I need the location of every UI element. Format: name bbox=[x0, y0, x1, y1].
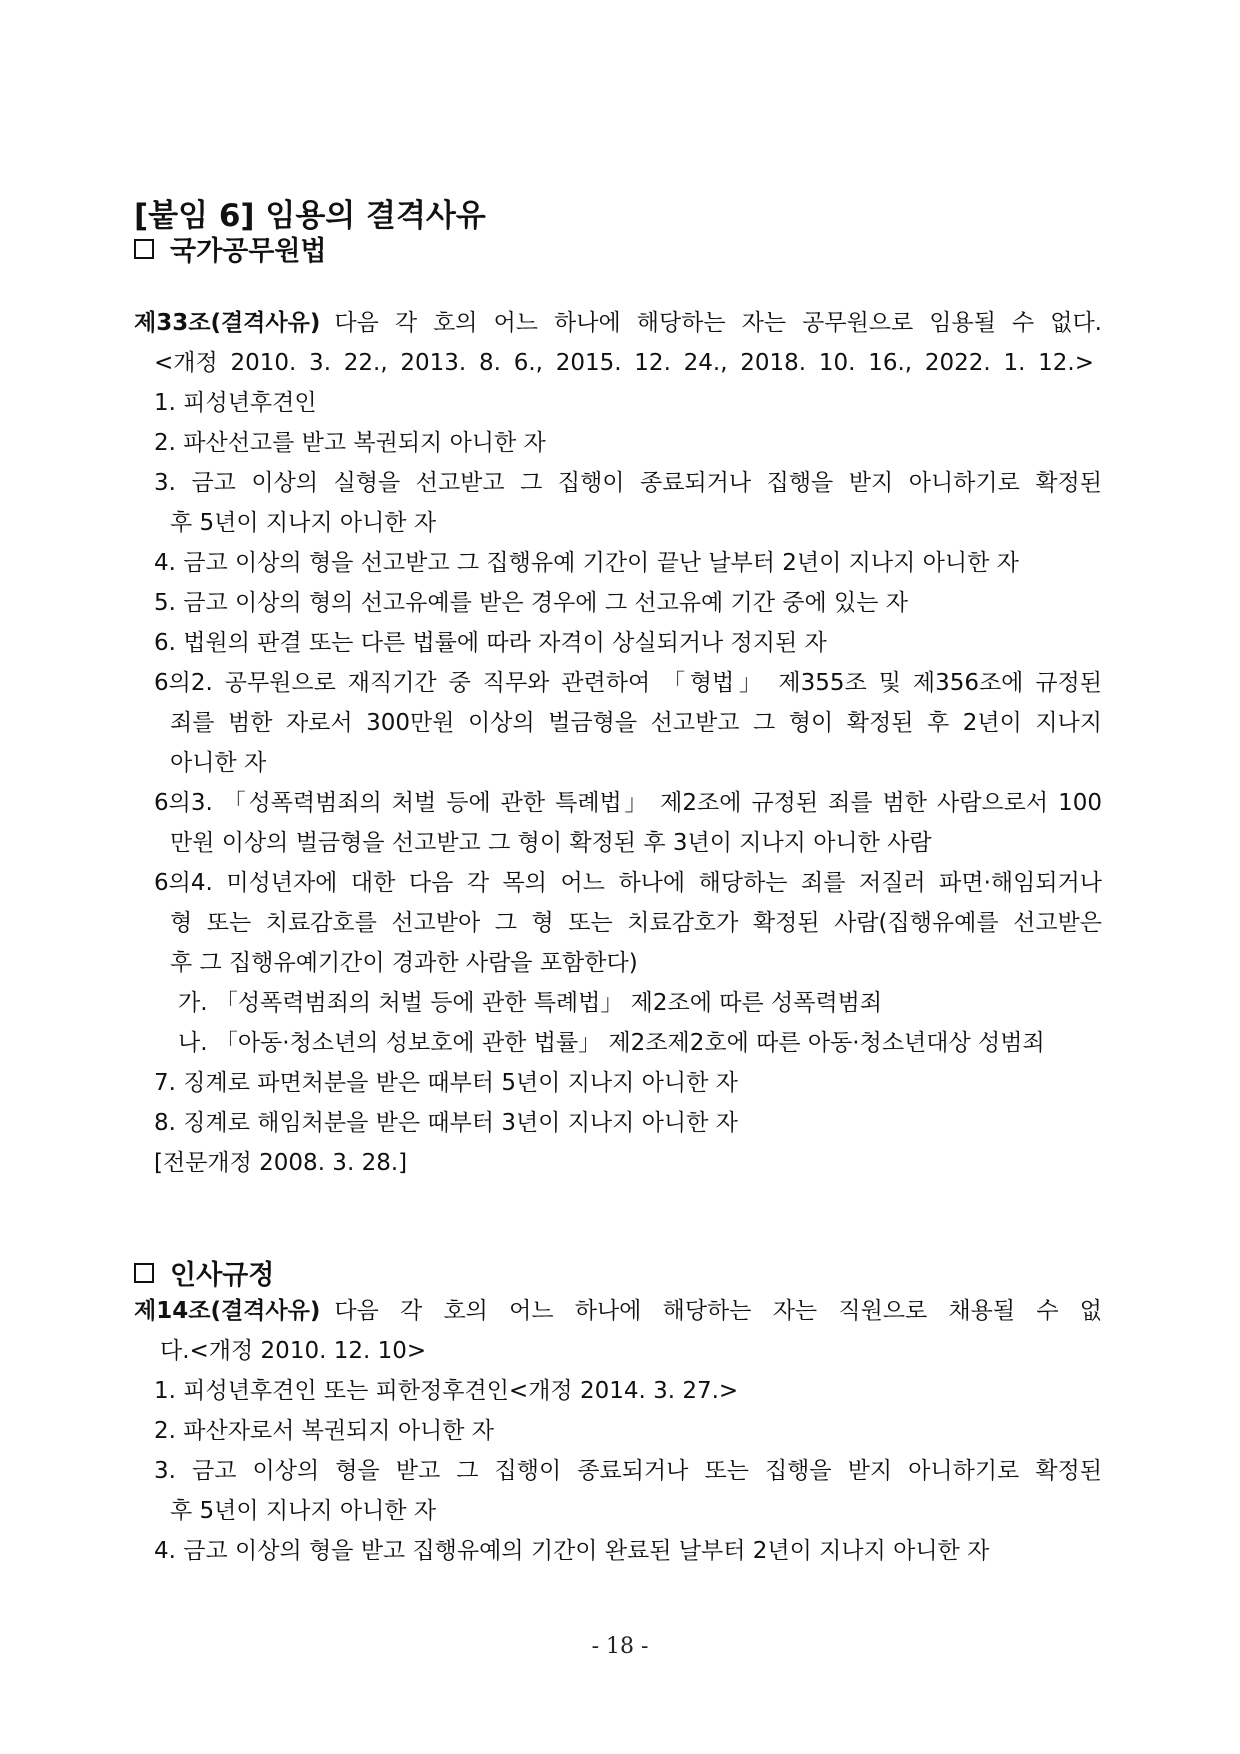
list-item: 6의2. 공무원으로 재직기간 중 직무와 관련하여 「형법」 제355조 및 제356조에 규정된 bbox=[154, 670, 1102, 696]
section-heading-label: 인사규정 bbox=[170, 1260, 275, 1291]
list-item-continuation: 만원 이상의 벌금형을 선고받고 그 형이 확정된 후 3년이 지나지 아니한 사람 bbox=[170, 830, 932, 856]
revision-note: [전문개정 2008. 3. 28.] bbox=[154, 1150, 408, 1176]
list-item: 4. 금고 이상의 형을 선고받고 그 집행유예 기간이 끝난 날부터 2년이 지나지 아니한 자 bbox=[154, 550, 1019, 576]
list-item-continuation: 형 또는 치료감호를 선고받아 그 형 또는 치료감호가 확정된 사람(집행유예를 선고받은 bbox=[170, 910, 1102, 936]
page-number: - 18 - bbox=[591, 1634, 649, 1659]
page-title: [붙임 6] 임용의 결격사유 bbox=[134, 198, 486, 234]
list-item: 3. 금고 이상의 형을 받고 그 집행이 종료되거나 또는 집행을 받지 아니하기로 확정된 bbox=[154, 1458, 1102, 1484]
sub-list-item: 나. 「아동·청소년의 성보호에 관한 법률」 제2조제2호에 따른 아동·청소년대상 성범죄 bbox=[178, 1030, 1045, 1056]
list-item: 2. 파산자로서 복권되지 아니한 자 bbox=[154, 1418, 495, 1444]
list-item: 6. 법원의 판결 또는 다른 법률에 따라 자격이 상실되거나 정지된 자 bbox=[154, 630, 827, 656]
section-heading-label: 국가공무원법 bbox=[170, 236, 327, 267]
square-bullet-icon bbox=[134, 1263, 154, 1283]
list-item-continuation: 죄를 범한 자로서 300만원 이상의 벌금형을 선고받고 그 형이 확정된 후 2년이 지나지 bbox=[170, 710, 1102, 736]
section-heading-personnel-regulations bbox=[134, 1253, 274, 1292]
section-heading-national-public-officials-act bbox=[134, 229, 327, 268]
amendment-note: <개정 2010. 3. 22., 2013. 8. 6., 2015. 12. 24., 2018. 10. 16., 2022. 1. 12.> bbox=[154, 350, 1094, 376]
article-title: 제14조(결격사유) bbox=[134, 1298, 321, 1324]
list-item: 6의3. 「성폭력범죄의 처벌 등에 관한 특례법」 제2조에 규정된 죄를 범한 사람으로서 100 bbox=[154, 790, 1102, 816]
list-item: 4. 금고 이상의 형을 받고 집행유예의 기간이 완료된 날부터 2년이 지나지 아니한 자 bbox=[154, 1538, 990, 1564]
list-item-continuation: 아니한 자 bbox=[170, 750, 267, 776]
article-33-heading-line bbox=[134, 308, 1102, 338]
list-item: 2. 파산선고를 받고 복권되지 아니한 자 bbox=[154, 430, 546, 456]
list-item-continuation: 후 그 집행유예기간이 경과한 사람을 포함한다) bbox=[170, 950, 638, 976]
list-item: 7. 징계로 파면처분을 받은 때부터 5년이 지나지 아니한 자 bbox=[154, 1070, 738, 1096]
list-item: 8. 징계로 해임처분을 받은 때부터 3년이 지나지 아니한 자 bbox=[154, 1110, 738, 1136]
list-item-continuation: 후 5년이 지나지 아니한 자 bbox=[170, 510, 437, 536]
list-item: 1. 피성년후견인 또는 피한정후견인<개정 2014. 3. 27.> bbox=[154, 1378, 739, 1404]
list-item: 3. 금고 이상의 실형을 선고받고 그 집행이 종료되거나 집행을 받지 아니하기로 확정된 bbox=[154, 470, 1102, 496]
article-text-continuation: 다.<개정 2010. 12. 10> bbox=[160, 1338, 427, 1364]
list-item: 5. 금고 이상의 형의 선고유예를 받은 경우에 그 선고유예 기간 중에 있는 자 bbox=[154, 590, 908, 616]
article-14-heading-line bbox=[134, 1296, 1102, 1326]
sub-list-item: 가. 「성폭력범죄의 처벌 등에 관한 특례법」 제2조에 따른 성폭력범죄 bbox=[178, 990, 883, 1016]
list-item: 1. 피성년후견인 bbox=[154, 390, 317, 416]
article-text: 다음 각 호의 어느 하나에 해당하는 자는 공무원으로 임용될 수 없다. bbox=[334, 310, 1102, 336]
article-text: 다음 각 호의 어느 하나에 해당하는 자는 직원으로 채용될 수 없 bbox=[334, 1298, 1102, 1324]
square-bullet-icon bbox=[134, 239, 154, 259]
article-title: 제33조(결격사유) bbox=[134, 310, 321, 336]
list-item-continuation: 후 5년이 지나지 아니한 자 bbox=[170, 1498, 437, 1524]
list-item: 6의4. 미성년자에 대한 다음 각 목의 어느 하나에 해당하는 죄를 저질러 파면·해임되거나 bbox=[154, 870, 1102, 896]
